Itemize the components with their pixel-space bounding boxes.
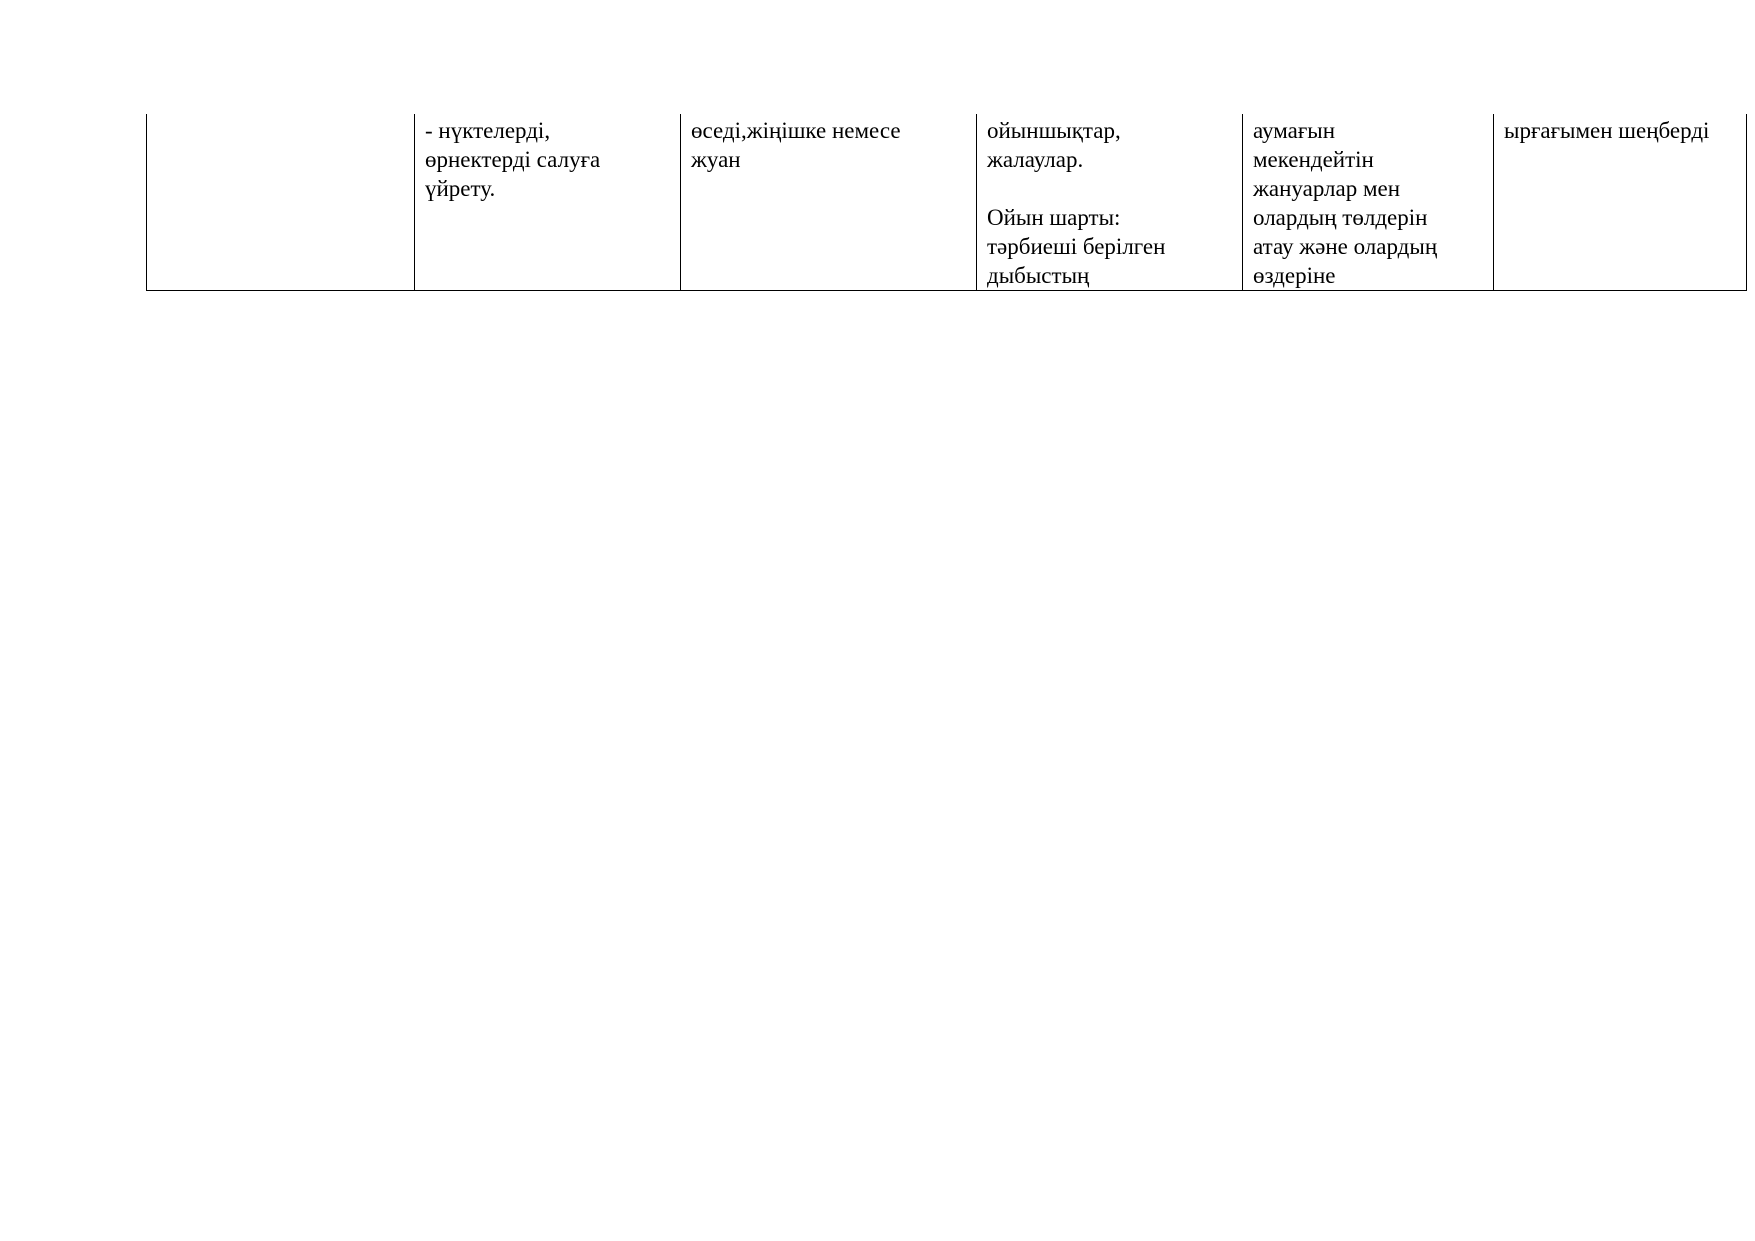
table-cell-6 xyxy=(1494,114,1747,291)
cell-text: ойыншықтар, жалаулар. Ойын шарты: тәрбиеші берілген дыбыстың xyxy=(987,118,1166,288)
table-cell-4 xyxy=(977,114,1243,291)
table-cell-5 xyxy=(1243,114,1494,291)
lesson-plan-table xyxy=(146,114,1747,291)
cell-text: - нүктелерді, өрнектерді салуға үйрету. xyxy=(425,118,601,201)
table-cell-1 xyxy=(147,114,415,291)
cell-text: аумағын мекендейтін жануарлар мен олардың төлдерін атау және олардың өздеріне xyxy=(1253,118,1438,288)
cell-text: ырғағымен шеңберді xyxy=(1504,118,1710,143)
table-cell-3 xyxy=(681,114,977,291)
table-row xyxy=(147,114,1747,291)
cell-text: өседі,жіңішке немесе жуан xyxy=(691,118,901,172)
table-cell-2 xyxy=(415,114,681,291)
